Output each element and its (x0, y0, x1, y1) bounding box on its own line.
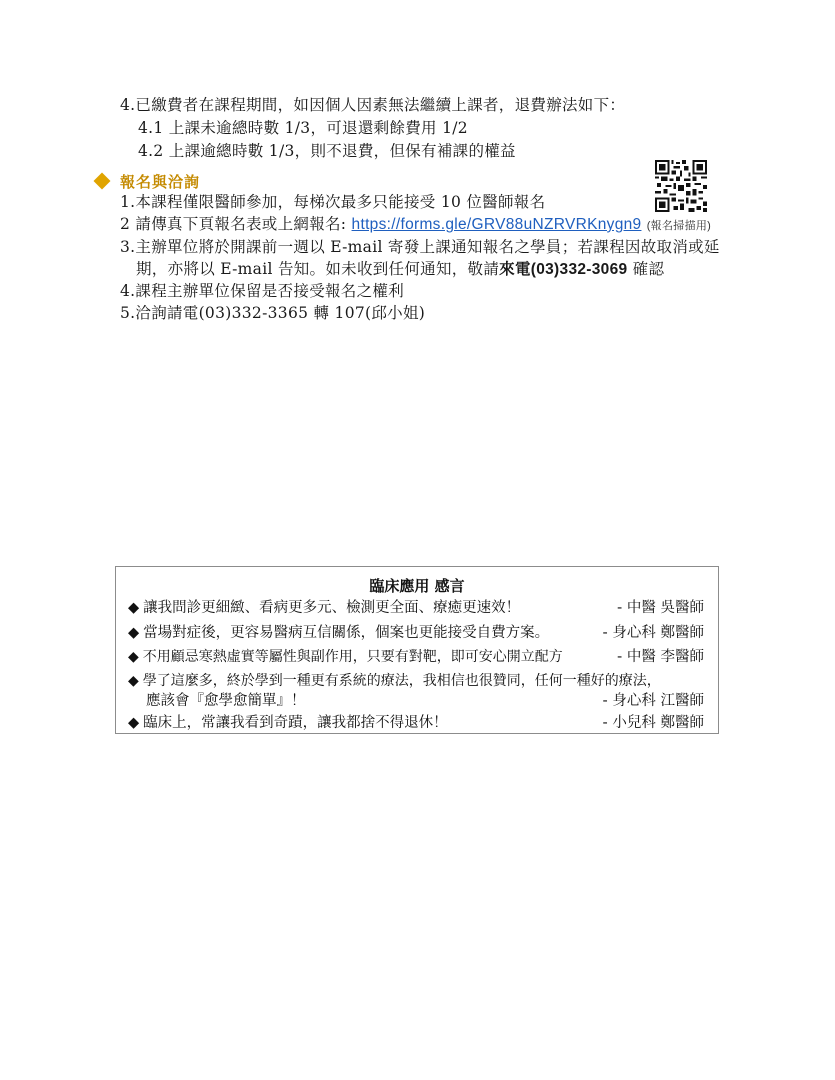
diamond-bullet-icon: ◆ (128, 673, 139, 689)
contact-phone: 來電(03)332-3069 (499, 261, 628, 278)
registration-heading-text: 報名與洽詢 (120, 173, 201, 191)
testimonial-item (128, 623, 549, 643)
testimonial-author: - 中醫 吳醫師 (617, 600, 704, 616)
qr-note: (報名掃描用) (646, 220, 712, 232)
diamond-icon (94, 173, 111, 190)
testimonial-item (128, 647, 563, 667)
testimonial-author: - 身心科 江醫師 (602, 693, 704, 709)
testimonial-author: - 身心科 鄭醫師 (602, 625, 704, 641)
refund-item-4: 4.已繳費者在課程期間，如因個人因素無法繼續上課者，退費辦法如下： (120, 96, 626, 114)
testimonial-text: 當場對症後，更容易醫病互信關係，個案也更能接受自費方案。 (143, 625, 550, 641)
registration-item-5: 5.洽詢請電(03)332-3365 轉 107(邱小姐) (120, 304, 426, 322)
registration-item-1: 1.本課程僅限醫師參加，每梯次最多只能接受 10 位醫師報名 (120, 193, 546, 211)
registration-item-3-text: 期，亦將以 E-mail 告知。如未收到任何通知，敬請 (136, 260, 500, 278)
refund-item-4-1: 4.1 上課未逾總時數 1/3，可退還剩餘費用 1/2 (138, 119, 468, 137)
diamond-bullet-icon: ◆ (128, 649, 139, 665)
qr-code-icon[interactable] (655, 160, 707, 212)
diamond-bullet-icon: ◆ (128, 715, 140, 731)
testimonial-text: 學了這麼多，終於學到一種更有系統的療法，我相信也很贊同，任何一種好的療法， (142, 673, 661, 689)
registration-form-link[interactable]: https://forms.gle/GRV88uNZRVRKnygn9 (351, 216, 642, 233)
registration-item-3-line-2 (136, 259, 664, 280)
registration-item-3-suffix: 確認 (627, 260, 665, 278)
testimonial-item (128, 713, 448, 733)
testimonial-text: 臨床上，常讓我看到奇蹟，讓我都捨不得退休！ (143, 715, 448, 731)
testimonials-title: 臨床應用 感言 (369, 577, 465, 595)
testimonial-author: - 中醫 李醫師 (617, 649, 704, 665)
testimonial-item (128, 598, 520, 618)
registration-item-4: 4.課程主辦單位保留是否接受報名之權利 (120, 282, 404, 300)
testimonial-item (128, 671, 661, 691)
diamond-bullet-icon: ◆ (128, 625, 140, 641)
testimonial-text: 不用顧忌寒熱虛實等屬性與副作用，只要有對靶，即可安心開立配方 (142, 649, 563, 665)
testimonial-text: 讓我問診更細緻、看病更多元、檢測更全面、療癒更速效！ (143, 600, 521, 616)
testimonial-author: - 小兒科 鄭醫師 (602, 715, 704, 731)
refund-item-4-2: 4.2 上課逾總時數 1/3，則不退費，但保有補課的權益 (138, 142, 516, 160)
registration-item-2 (120, 214, 711, 236)
registration-item-3-line-1: 3.主辦單位將於開課前一週以 E-mail 寄發上課通知報名之學員；若課程因故取消或延 (120, 238, 720, 256)
diamond-bullet-icon: ◆ (128, 600, 140, 616)
testimonial-text-continued: 應該會『愈學愈簡單』！ (146, 693, 306, 709)
testimonials-box (115, 566, 719, 734)
registration-item-2-text: 2 請傳真下頁報名表或上網報名: (120, 215, 352, 233)
registration-heading (96, 172, 200, 192)
